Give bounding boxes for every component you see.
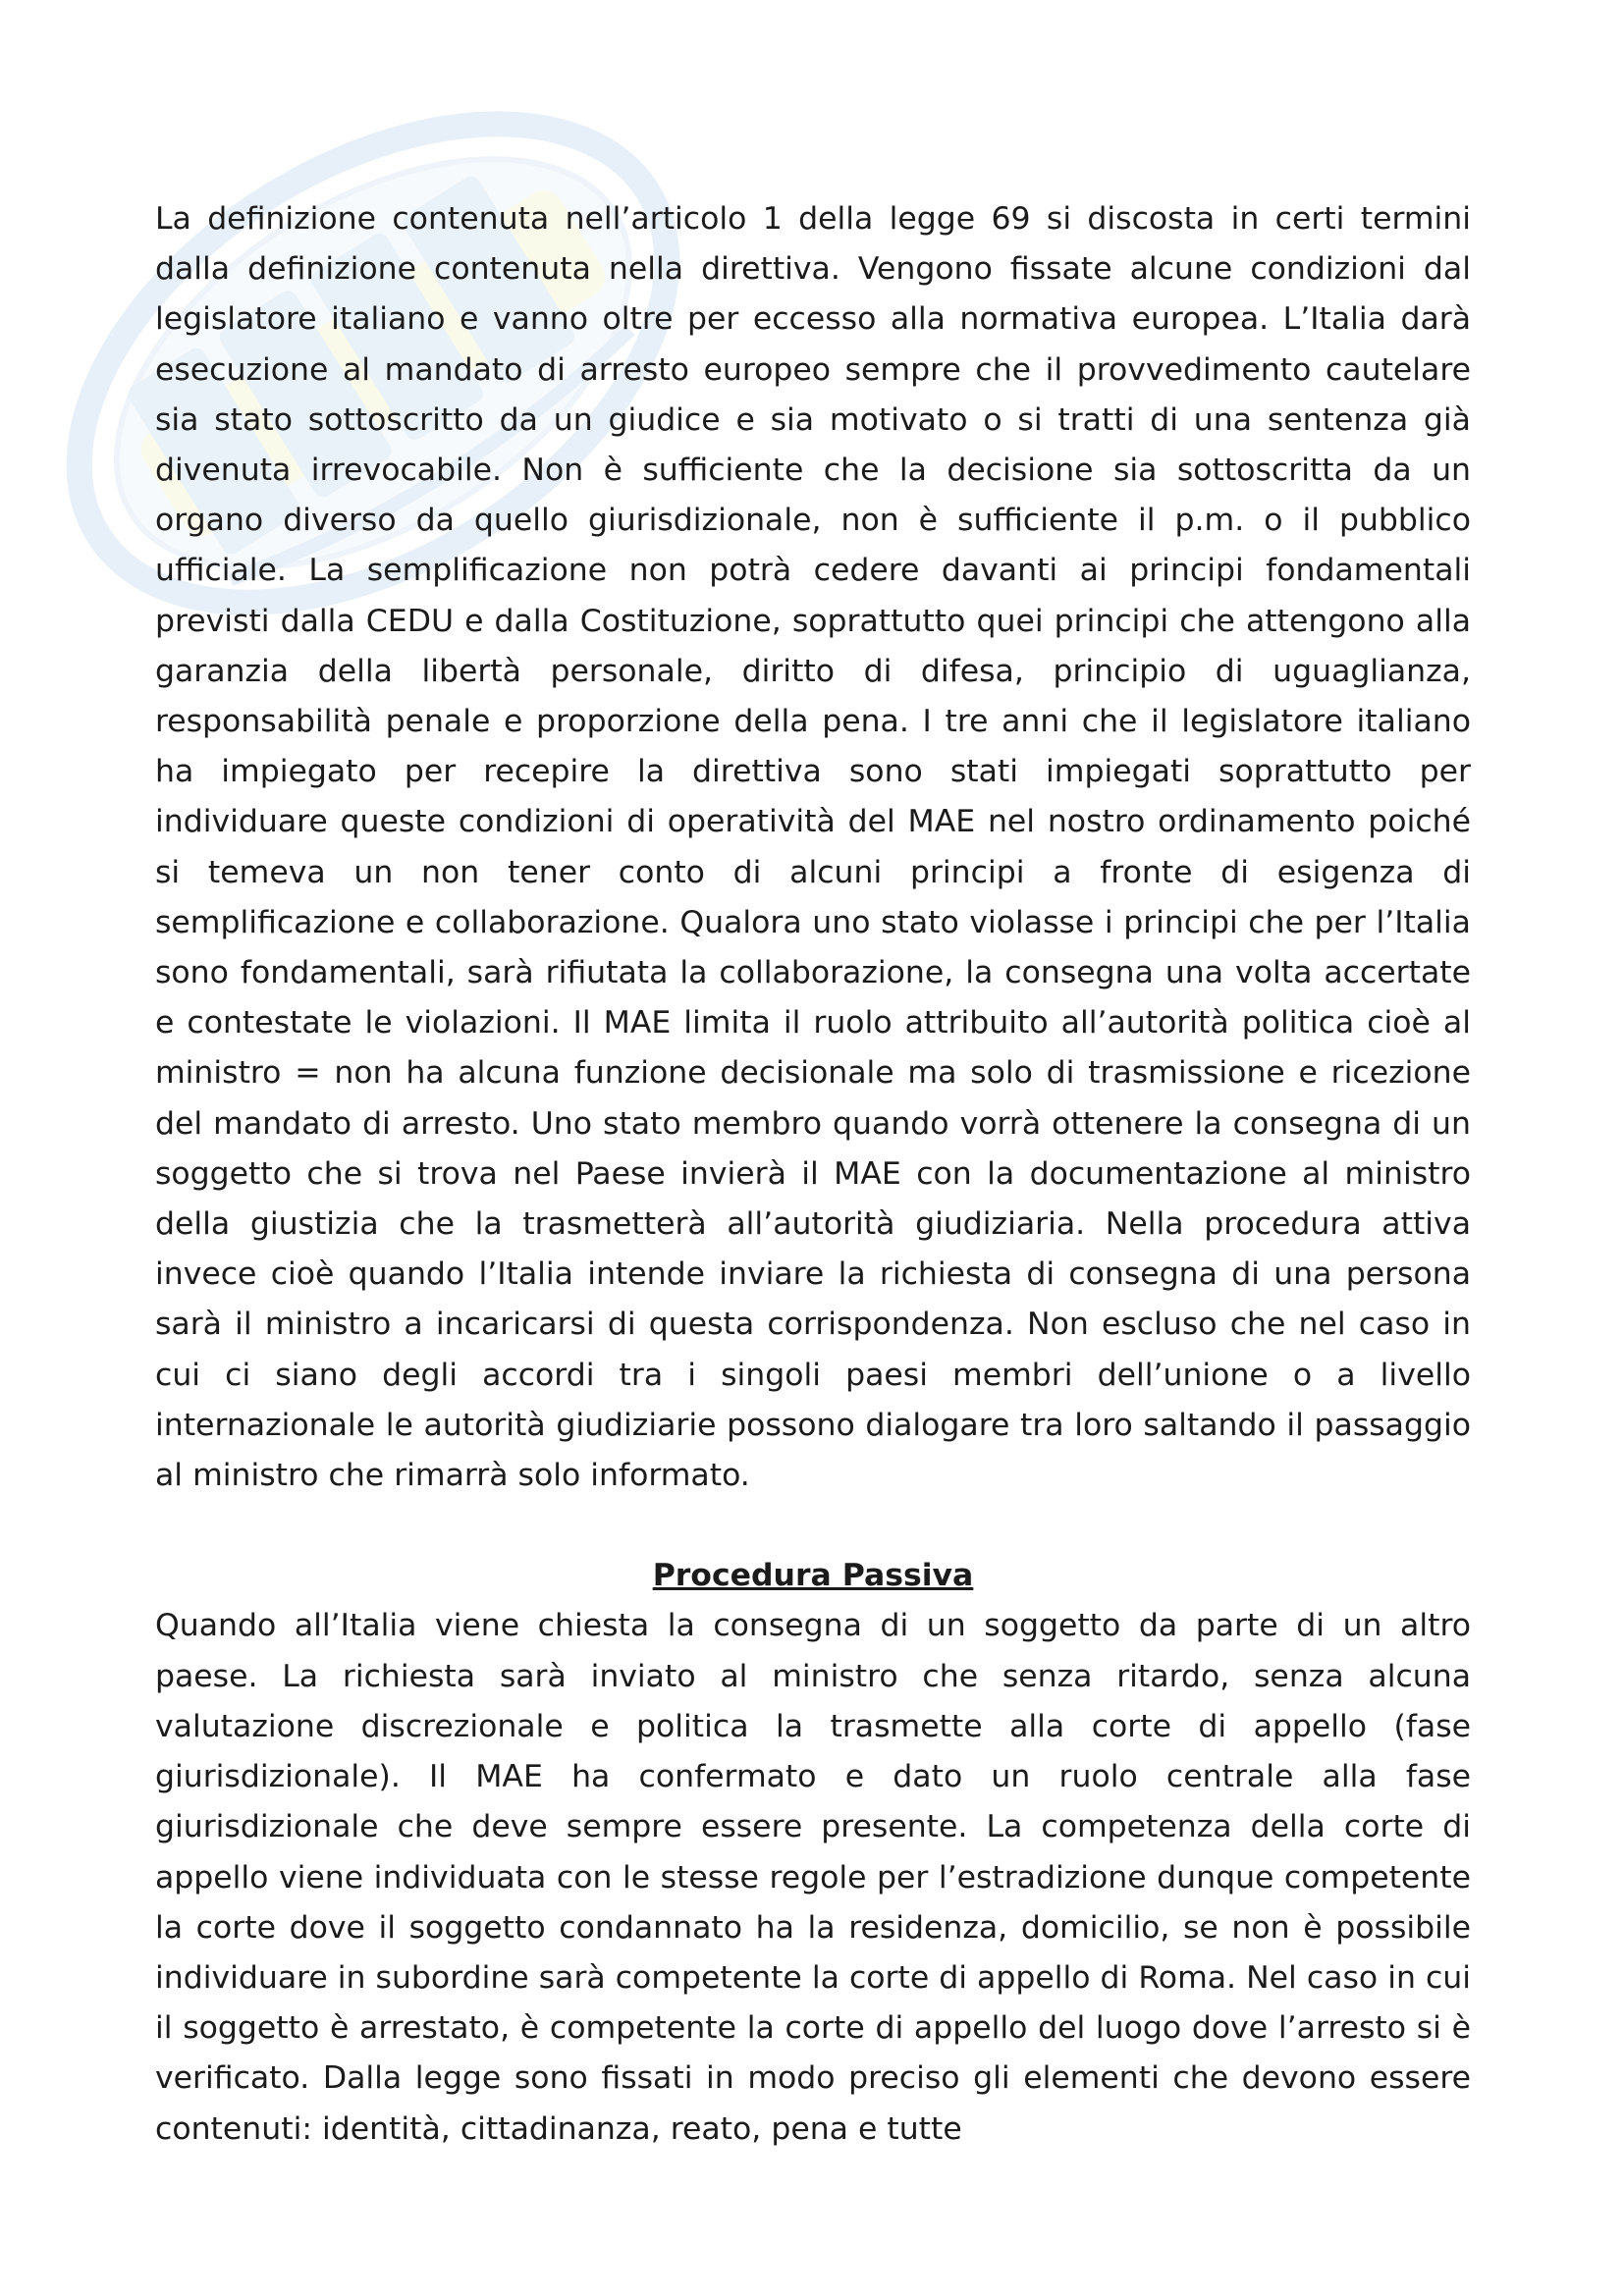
section-heading: Procedura Passiva	[652, 1558, 974, 1594]
document-body	[155, 194, 1471, 2155]
paragraph-procedura-passiva: Quando all’Italia viene chiesta la consegna di un soggetto da parte di un altro paese. La richiesta sarà inviato al ministro che senza ritardo, senza alcuna valutazione discrezionale e politica la trasmette alla corte di appello (fase giurisdizionale). Il MAE ha confermato e dato un ruolo centrale alla fase giurisdizionale che deve sempre essere presente. La competenza della corte di appello viene individuata con le stesse regole per l’estradizione dunque competente la corte dove il soggetto condannato ha la residenza, domicilio, se non è possibile individuare in subordine sarà competente la corte di appello di Roma. Nel caso in cui il soggetto è arrestato, è competente la corte di appello del luogo dove l’arresto si è verificato. Dalla legge sono fissati in modo preciso gli elementi che devono essere contenuti: identità, cittadinanza, reato, pena e tutte	[155, 1608, 1471, 2147]
paragraph-mae-definition: La definizione contenuta nell’articolo 1 della legge 69 si discosta in certi termini dalla definizione contenuta nella direttiva. Vengono fissate alcune condizioni dal legislatore italiano e vanno oltre per eccesso alla normativa europea. L’Italia darà esecuzione al mandato di arresto europeo sempre che il provvedimento cautelare sia stato sottoscritto da un giudice e sia motivato o si tratti di una sentenza già divenuta irrevocabile. Non è sufficiente che la decisione sia sottoscritta da un organo diverso da quello giurisdizionale, non è sufficiente il p.m. o il pubblico ufficiale. La semplificazione non potrà cedere davanti ai principi fondamentali previsti dalla CEDU e dalla Costituzione, soprattutto quei principi che attengono alla garanzia della libertà personale, diritto di difesa, principio di uguaglianza, responsabilità penale e proporzione della pena. I tre anni che il legislatore italiano ha impiegato per recepire la direttiva sono stati impiegati soprattutto per individuare queste condizioni di operatività del MAE nel nostro ordinamento poiché si temeva un non tener conto di alcuni principi a fronte di esigenza di semplificazione e collaborazione. Qualora uno stato violasse i principi che per l’Italia sono fondamentali, sarà rifiutata la collaborazione, la consegna una volta accertate e contestate le violazioni. Il MAE limita il ruolo attribuito all’autorità politica cioè al ministro = non ha alcuna funzione decisionale ma solo di trasmissione e ricezione del mandato di arresto. Uno stato membro quando vorrà ottenere la consegna di un soggetto che si trova nel Paese invierà il MAE con la documentazione al ministro della giustizia che la trasmetterà all’autorità giudiziaria. Nella procedura attiva invece cioè quando l’Italia intende inviare la richiesta di consegna di una persona sarà il ministro a incaricarsi di questa corrispondenza. Non escluso che nel caso in cui ci siano degli accordi tra i singoli paesi membri dell’unione o a livello internazionale le autorità giudiziarie possono dialogare tra loro saltando il passaggio al ministro che rimarrà solo informato.	[155, 201, 1471, 1494]
